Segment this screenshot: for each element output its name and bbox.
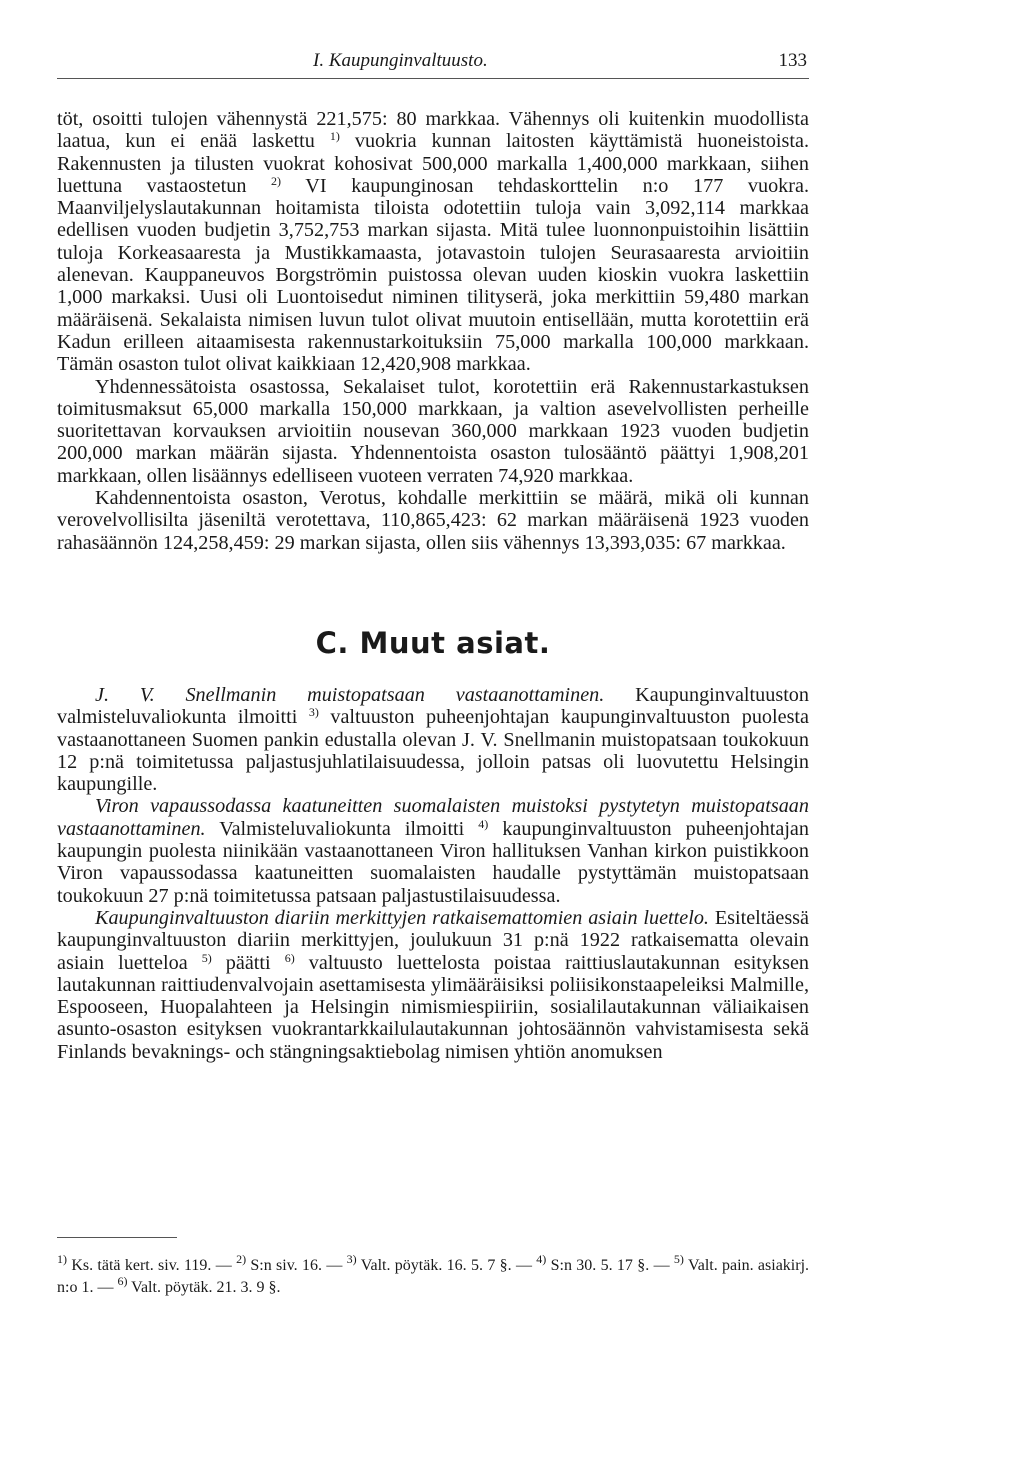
paragraph: Yhdennessätoista osastossa, Sekalaiset tulot, korotettiin erä Rakennustarkastuksen toimitusmaksut 65,000 markalla 150,000 markkaan, ja valtion asevelvollisten perheille suoritettavan korvauksen arvioitiin nousevan 360,000 markkaan 1923 vuoden budjetin 200,000 markan määrän sijasta. Yhdennentoista osaston tulosääntö päättyi 1,908,201 markkaan, ollen lisäännys edelliseen vuoteen verraten 74,920 markkaa. — [57, 375, 809, 487]
paragraph: Kahdennentoista osaston, Verotus, kohdalle merkittiin se määrä, mikä oli kunnan verovelvollisilta jäseniltä verotettava, 110,865,423: 62 markan määräisenä 1923 vuoden rahasäännön 124,258,459: 29 markan sijasta, ollen siis vähennys 13,393,035: 67 markkaa. — [57, 487, 809, 554]
running-title: I. Kaupunginvaltuusto. — [313, 50, 488, 71]
italic-title: Viron vapaussodassa kaatuneitten suomalaisten muistoksi pystytetyn muistopatsaan vastaanottaminen. — [57, 795, 809, 840]
main-text — [57, 108, 809, 1063]
paragraph: Viron vapaussodassa kaatuneitten suomalaisten muistoksi pystytetyn muistopatsaan vastaanottaminen. Valmisteluvaliokunta ilmoitti $^{4)}$ kaupunginvaltuuston puheenjohtajan kaupungin puolesta niinikään vastaanottaneen Viron hallituksen Vanhan kirkon puistikkoon Viron vapaussodassa kaatuneitten suomalaisten haudalle pystyttämän muistopatsaan toukokuun 27 p:nä toimitetussa patsaan paljastustilaisuudessa. — [57, 795, 809, 907]
paragraph: J. V. Snellmanin muistopatsaan vastaanottaminen. Kaupunginvaltuuston valmisteluvaliokunta ilmoitti $^{3)}$ valtuuston puheenjohtajan kaupunginvaltuuston puolesta vastaanottaneen Suomen pankin edustalla olevan J. V. Snellmanin muistopatsaan toukokuun 12 p:nä toimitetussa paljastusjuhlatilaisuudessa, jolloin patsas oli luovutettu Helsingin kaupungille. — [57, 683, 809, 796]
footnote-marker: 2) — [271, 173, 282, 188]
footnote-marker: 1) — [329, 129, 340, 144]
section-heading: C. Muut asiat. — [315, 625, 551, 660]
footnote-marker: 4) — [478, 816, 489, 831]
footnote-marker: 4) — [536, 1252, 547, 1266]
italic-title: J. V. Snellmanin muistopatsaan vastaanottaminen. — [95, 683, 605, 706]
footnotes — [57, 1252, 810, 1299]
paragraph: töt, osoitti tulojen vähennystä 221,575: 80 markkaa. Vähennys oli kuitenkin muodollista laatua, kun ei enää laskettu $^{1)}$ vuokria kunnan laitosten käyttämistä huoneistoista. Rakennusten ja tilusten vuokrat kohosivat 500,000 markalla 1,400,000 markkaan, siihen luettuna vastaostetun $^{2)}$ VI kaupunginosan tehdaskorttelin n:o 177 vuokra. Maanviljelyslautakunnan hoitamista tiloista odotettiin tuloja vain 3,092,114 markkaa edellisen vuoden budjetin 3,752,753 markan sijasta. Mitä tulee luonnonpuistoihin lisättiin tuloja Korkeasaaresta ja Mustikkamaasta, jotavastoin tulojen Seurasaaresta arvioitiin alenevan. Kauppaneuvos Borgströmin puistossa olevan uuden kioskin vuokra laskettiin 1,000 markaksi. Uusi oli Luontoisedut niminen tilityserä, joka merkittiin 59,480 markan määräisenä. Sekalaista nimisen luvun tulot olivat muutoin entisellään, mutta korotettiin erä Kadun erilleen aitaamisesta rakennustarkoituksiin 75,000 markalla 100,000 markkaan. Tämän osaston tulot olivat kaikkiaan 12,420,908 markkaa. — [57, 108, 809, 376]
footnote-text: $^{1)}$ Ks. tätä kert. siv. 119. — $^{2)}$ S:n siv. 16. — $^{3)}$ Valt. pöytäk. 16. 5. 7 §. — $^{4)}$ S:n 30. 5. 17 §. — $^{5)}$ Valt. pain. asiakirj. n:o 1. — $^{6)}$ Valt. pöytäk. 21. 3. 9 §. — [57, 1252, 810, 1296]
footnote-marker: 2) — [236, 1252, 247, 1266]
footnote-marker: 3) — [308, 705, 319, 720]
footnote-marker: 3) — [346, 1252, 357, 1266]
footnote-marker: 6) — [117, 1274, 128, 1288]
italic-title: Kaupunginvaltuuston diariin merkittyjen ratkaisemattomien asiain luettelo. — [95, 906, 709, 929]
footnote-marker: 1) — [57, 1252, 67, 1266]
page-number: 133 — [778, 50, 807, 71]
footnote-marker: 5) — [673, 1252, 684, 1266]
running-header — [57, 50, 809, 79]
paragraph: Kaupunginvaltuuston diariin merkittyjen ratkaisemattomien asiain luettelo. Esiteltäessä kaupunginvaltuuston diariin merkittyjen, joulukuun 31 p:nä 1922 ratkaisematta olevain asiain luetteloa $^{5)}$ päätti $^{6)}$ valtuusto luettelosta poistaa raittiuslautakunnan esityksen lautakunnan raittiudenvalvojain asettamisesta ylimääräisiksi poliisikonstaapeleiksi Malmille, Espooseen, Huopalahteen ja Helsingin nimismiespiiriin, sosialilautakunnan väliaikaisen asunto-osaston esityksen vuokrantarkkailulautakunnan johtosäännön vahvistamisesta sekä Finlands bevaknings- och stängningsaktiebolag nimisen yhtiön anomuksen — [57, 906, 810, 1063]
footnote-rule — [57, 1237, 177, 1238]
footnote-marker: 6) — [284, 950, 295, 965]
footnote-marker: 5) — [201, 950, 212, 965]
